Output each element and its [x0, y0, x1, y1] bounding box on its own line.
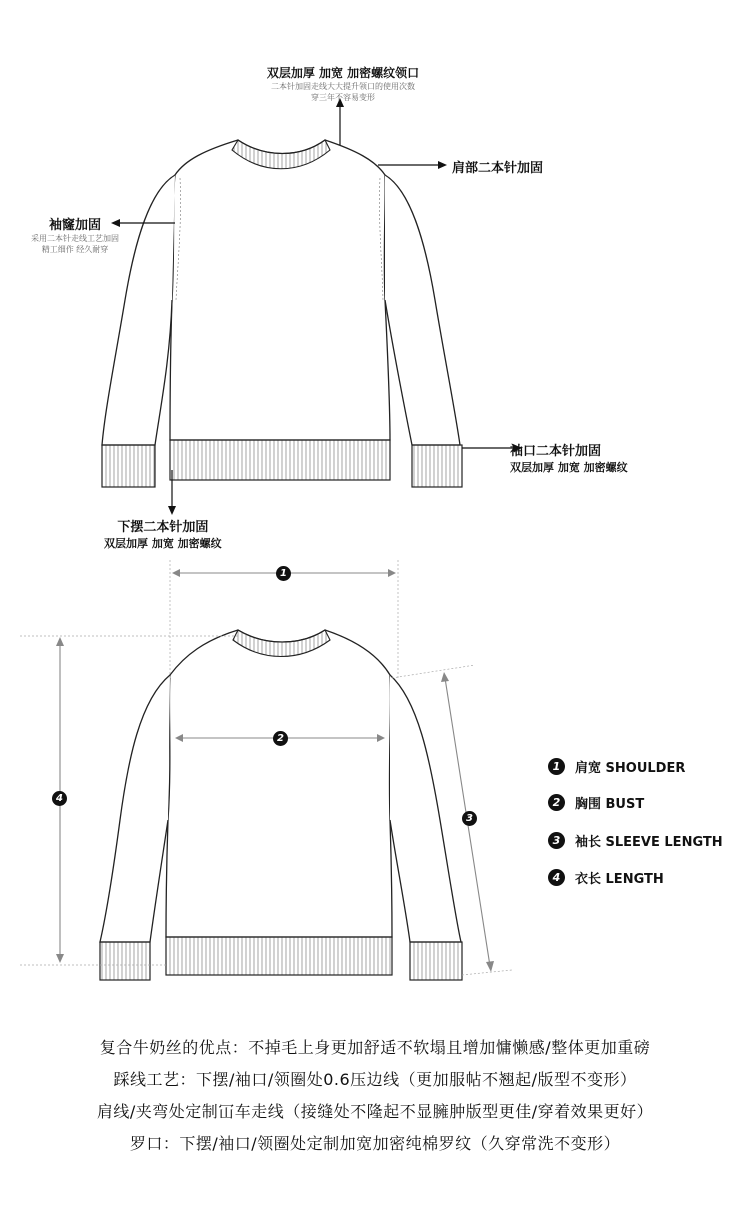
hem-annotation — [104, 516, 222, 551]
collar-annotation — [258, 64, 428, 103]
note-line-2: 踩线工艺：下摆/袖口/领圈处0.6压边线（更加服帖不翘起/版型不变形） — [113, 1070, 637, 1089]
note-line-4: 罗口：下摆/袖口/领圈处定制加宽加密纯棉罗纹（久穿常洗不变形） — [129, 1134, 621, 1153]
marker-sleeve: 3 — [462, 811, 477, 826]
cuff-annotation — [510, 440, 628, 475]
legend-num: 2 — [548, 794, 565, 811]
shoulder-annotation: 肩部二本针加固 — [452, 161, 544, 176]
collar-line-2: 穿三年不容易变形 — [311, 93, 375, 102]
legend-item-length — [548, 868, 664, 887]
legend-label: 肩宽 SHOULDER — [575, 761, 686, 776]
marker-shoulder: 1 — [276, 566, 291, 581]
legend-item-bust — [548, 793, 644, 812]
armhole-line-2: 精工细作 经久耐穿 — [41, 245, 109, 254]
collar-title: 双层加厚 加宽 加密螺纹领口 — [266, 66, 420, 80]
collar-line-1: 二本针加固走线大大提升领口的使用次数 — [271, 82, 415, 91]
note-line-3: 肩线/夹弯处定制冚车走线（接缝处不隆起不显臃肿版型更佳/穿着效果更好） — [96, 1102, 654, 1121]
marker-length: 4 — [52, 791, 67, 806]
legend-num: 4 — [548, 869, 565, 886]
armhole-title: 袖窿加固 — [48, 218, 101, 233]
legend-item-shoulder — [548, 757, 685, 776]
legend-item-sleeve — [548, 831, 723, 850]
legend-label: 衣长 LENGTH — [575, 872, 664, 887]
marker-bust: 2 — [273, 731, 288, 746]
legend-num: 1 — [548, 758, 565, 775]
hem-subtitle: 双层加厚 加宽 加密螺纹 — [104, 537, 222, 550]
armhole-line-1: 采用二本针走线工艺加固 — [31, 234, 119, 243]
hem-title: 下摆二本针加固 — [117, 520, 209, 535]
cuff-subtitle: 双层加厚 加宽 加密螺纹 — [510, 461, 628, 474]
note-line-1: 复合牛奶丝的优点：不掉毛上身更加舒适不软塌且增加慵懒感/整体更加重磅 — [99, 1038, 651, 1057]
legend-label: 胸围 BUST — [575, 797, 645, 812]
armhole-annotation — [26, 214, 124, 255]
legend-label: 袖长 SLEEVE LENGTH — [575, 835, 723, 850]
legend-num: 3 — [548, 832, 565, 849]
cuff-title: 袖口二本针加固 — [510, 444, 602, 459]
